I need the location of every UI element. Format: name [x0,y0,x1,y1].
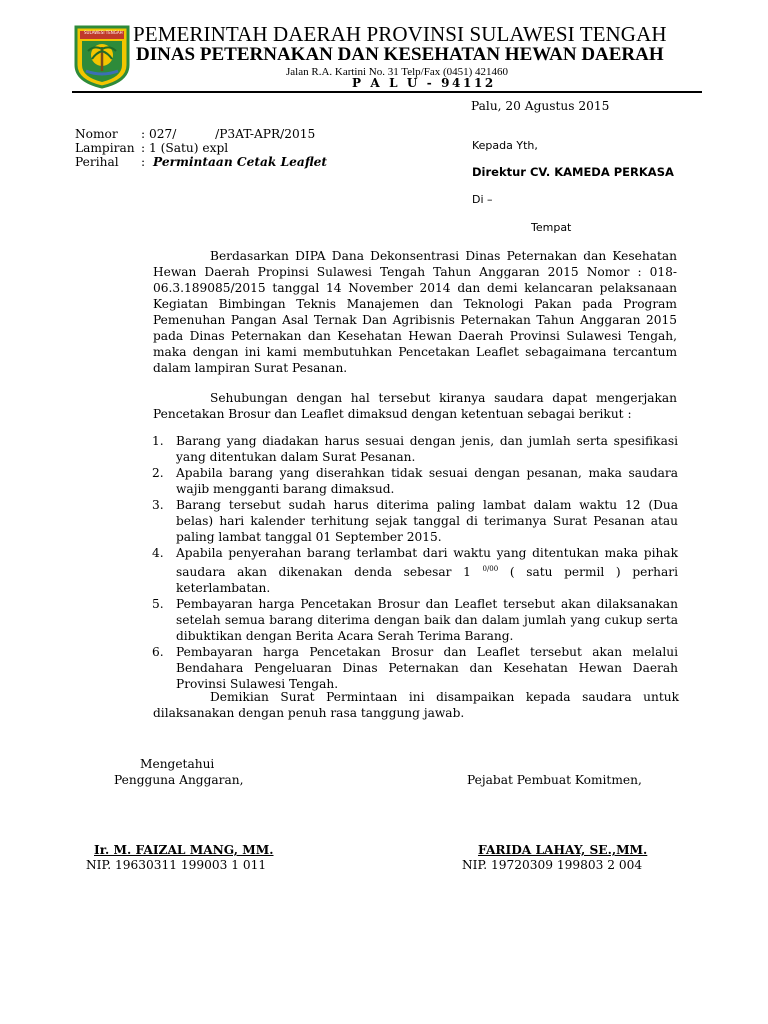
paragraph-terms-intro: Sehubungan dengan hal tersebut kiranya saudara dapat mengerjakan Pencetakan Brosur dan Leaflet dimaksud dengan ketentuan sebagai berikut : [153,391,677,421]
recipient-name: Direktur CV. KAMEDA PERKASA [472,165,674,179]
lampiran-value: : 1 (Satu) expl [141,141,229,155]
list-item [152,497,678,545]
list-text: Pembayaran harga Pencetakan Brosur dan Leaflet tersebut akan dilaksanakan setelah semua barang diterima dengan baik dan dalam jumlah yang cukup serta dibuktikan dengan Berita Acara Serah Terima Barang. [176,597,678,644]
right-sign-title: Pejabat Pembuat Komitmen, [467,773,642,787]
list-item [152,433,678,465]
list-text: Apabila barang yang diserahkan tidak sesuai dengan pesanan, maka saudara wajib mengganti barang dimaksud. [176,466,678,496]
province-logo [74,25,130,89]
list-text: Apabila penyerahan barang terlambat dari waktu yang ditentukan maka pihak saudara akan dikenakan denda sebesar 1 [176,546,678,580]
list-number: 2. [152,466,164,480]
perihal-colon: : [141,155,146,169]
letter-date: Palu, 20 Agustus 2015 [471,99,610,113]
left-signatory-nip: NIP. 19630311 199003 1 011 [86,858,267,872]
list-number: 6. [152,645,164,660]
recipient-di: Di – [472,193,493,206]
left-sign-title-2: Pengguna Anggaran, [114,773,244,787]
perihal-value: Permintaan Cetak Leaflet [153,155,328,169]
list-text: ( satu permil ) perhari keterlambatan. [176,565,678,596]
perihal-label: Perihal [75,155,119,169]
nomor-label: Nomor [75,127,118,141]
list-text: Pembayaran harga Pencetakan Brosur dan Leaflet tersebut akan melalui Bendahara Pengeluaran Dinas Peternakan dan Kesehatan Hewan Daerah Provinsi Sulawesi Tengah. [176,645,678,692]
nomor-value: : 027/ /P3AT-APR/2015 [141,127,316,141]
list-item [152,644,678,692]
left-sign-title-1: Mengetahui [140,757,215,771]
list-number: 3. [152,498,164,512]
left-signatory-name: Ir. M. FAIZAL MANG, MM. [94,843,274,857]
right-signatory-name: FARIDA LAHAY, SE.,MM. [478,843,648,857]
letterhead-city: P A L U - 94112 [352,76,496,90]
letterhead-agency: DINAS PETERNAKAN DAN KESEHATAN HEWAN DAERAH [136,44,664,65]
letterhead-government: PEMERINTAH DAERAH PROVINSI SULAWESI TENGAH [133,22,667,46]
recipient-place: Tempat [531,221,572,234]
recipient-greeting: Kepada Yth, [472,139,538,152]
list-number: 5. [152,597,164,612]
list-text: Barang tersebut sudah harus diterima paling lambat dalam waktu 12 (Dua belas) hari kalender terhitung sejak tanggal di terimanya Surat Pesanan atau paling lambat tanggal 01 September 2015. [176,498,678,544]
logo-text: SULAWESI TENGAH [84,30,123,35]
list-item [152,545,678,596]
paragraph-opening: Berdasarkan DIPA Dana Dekonsentrasi Dinas Peternakan dan Kesehatan Hewan Daerah Propinsi Sulawesi Tengah Tahun Anggaran 2015 Nomor : 018-06.3.189085/2015 tanggal 14 November 2014 dan demi kelancaran pelaksanaan Kegiatan Bimbingan Teknis Manajemen dan Teknologi Pakan pada Program Pemenuhan Pangan Asal Ternak Dan Agribisnis Peternakan Tahun Anggaran 2015 pada Dinas Peternakan dan Kesehatan Hewan Daerah Provinsi Sulawesi Tengah, maka dengan ini kami membutuhkan Pencetakan Leaflet sebagaimana tercantum dalam lampiran Surat Pesanan. [153,249,677,375]
list-item [152,465,678,497]
terms-list [152,433,678,692]
letterhead-address: Jalan R.A. Kartini No. 31 Telp/Fax (0451) 421460 [286,66,509,78]
lampiran-label: Lampiran [75,141,135,155]
right-signatory-nip: NIP. 19720309 199803 2 004 [462,858,643,872]
list-number: 4. [152,546,164,560]
permil-superscript: 0/00 [482,565,499,573]
paragraph-closing: Demikian Surat Permintaan ini disampaikan kepada saudara untuk dilaksanakan dengan penuh rasa tanggung jawab. [153,690,679,720]
list-text: Barang yang diadakan harus sesuai dengan jenis, dan jumlah serta spesifikasi yang ditentukan dalam Surat Pesanan. [176,434,678,464]
list-item [152,596,678,644]
letterhead-divider [72,91,702,93]
list-number: 1. [152,434,164,448]
